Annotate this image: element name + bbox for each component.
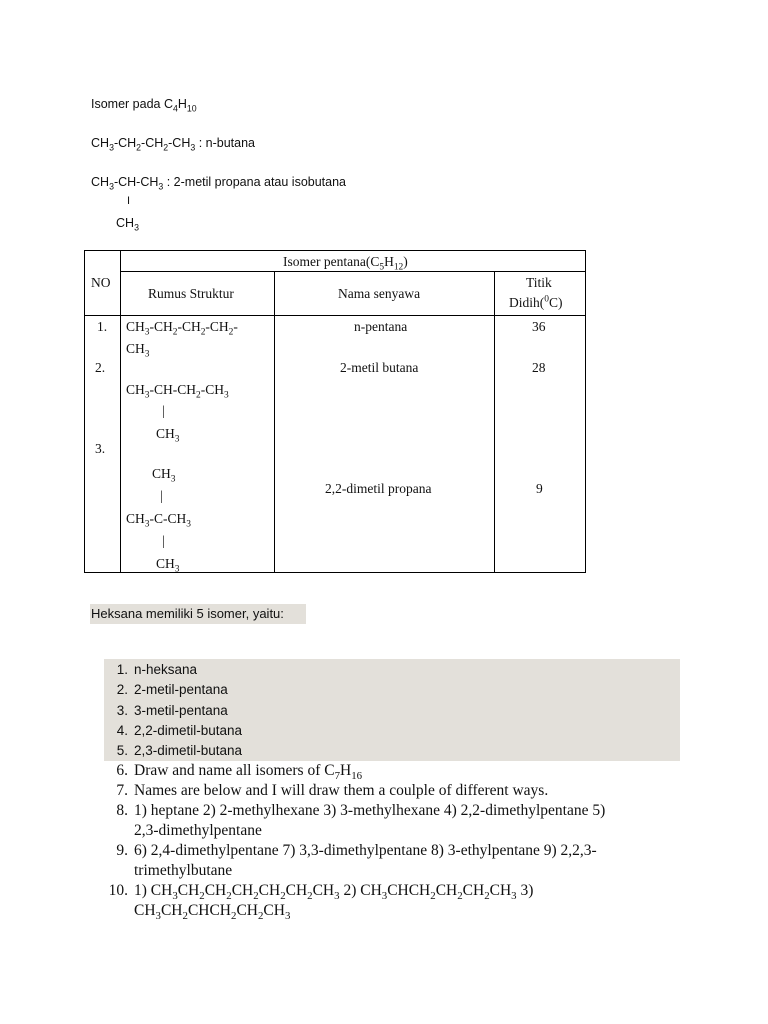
list-item: 4. 2,2-dimetil-butana xyxy=(116,723,243,738)
table-header-name: Nama senyawa xyxy=(338,286,421,301)
hexane-intro: Heksana memiliki 5 isomer, yaitu: xyxy=(91,606,284,621)
formula-neopentane-bond-top: | xyxy=(160,488,163,503)
table-row-bp-1: 36 xyxy=(532,319,546,334)
n-butana-formula: $CH_3-CH_2-CH_2-CH_3$ : n-butana xyxy=(91,136,255,153)
isobutana-bond: I xyxy=(127,195,131,207)
formula-2-metil-butana-bond: | xyxy=(162,403,165,418)
formula-neopentane-bond-bottom: | xyxy=(162,533,165,548)
table-row-bp-3: 9 xyxy=(536,481,543,496)
formula-2-metil-butana-main: $CH_3-CH-CH_2-CH_3$ xyxy=(126,382,229,401)
list-item-8-cont: 2,3-dimethylpentane xyxy=(134,822,262,839)
list-item-10-cont: $CH_3CH_2CHCH_2CH_2CH_3$ xyxy=(134,902,291,923)
table-header-bp-line1: Titik xyxy=(526,275,552,290)
isobutana-formula: $CH_3-CH-CH_3$ : 2-metil propana atau isobutana xyxy=(91,175,347,192)
list-item-10: 10. 1) $CH_3CH_2CH_2CH_2CH_2CH_2CH_3$ 2) $CH_3CHCH_2CH_2CH_2CH_3$ 3) xyxy=(108,882,534,903)
formula-2-metil-butana-branch: $CH_3$ xyxy=(156,426,180,445)
formula-neopentane-top: $CH_3$ xyxy=(152,466,176,485)
formula-n-pentana-line1: $CH_3-CH_2-CH_2-CH_2-$ xyxy=(126,319,238,338)
table-row-no-3: 3. xyxy=(95,441,106,456)
table-group-header: Isomer $pentana(C_5H_{12})$ xyxy=(283,254,408,273)
table-row-name-2: 2-metil butana xyxy=(340,360,419,375)
table-row-no-2: 2. xyxy=(95,360,106,375)
list-item-9-cont: trimethylbutane xyxy=(134,862,233,879)
list-item: 1. n-heksana xyxy=(116,662,198,677)
table-row-name-1: n-pentana xyxy=(354,319,408,334)
table-header-formula: Rumus Struktur xyxy=(148,286,234,301)
table-header-no: NO xyxy=(91,275,111,290)
table-header-bp-line2: Didih($^0$C) xyxy=(509,294,563,310)
butane-heading: Isomer pada $C_4H_{10}$ xyxy=(91,97,197,114)
list-item-8: 8. 1) heptane 2) 2-methylhexane 3) 3-methylhexane 4) 2,2-dimethylpentane 5) xyxy=(116,802,606,819)
formula-n-pentana-line2: $CH_3$ xyxy=(126,341,150,360)
list-item: 2. 2-metil-pentana xyxy=(116,682,228,697)
isobutana-branch: $CH_3$ xyxy=(116,216,139,233)
list-item: 5. 2,3-dimetil-butana xyxy=(116,743,243,758)
table-row-no-1: 1. xyxy=(97,319,108,334)
table-row-bp-2: 28 xyxy=(532,360,546,375)
list-item-6: 6. Draw and name all isomers of $C_7H_{16}$ xyxy=(116,762,363,783)
formula-neopentane-main: $CH_3-C-CH_3$ xyxy=(126,511,191,530)
list-item: 3. 3-metil-pentana xyxy=(116,703,228,718)
table-row-name-3: 2,2-dimetil propana xyxy=(325,481,432,496)
list-item-9: 9. 6) 2,4-dimethylpentane 7) 3,3-dimethylpentane 8) 3-ethylpentane 9) 2,2,3- xyxy=(116,842,597,859)
list-item-7: 7. Names are below and I will draw them a coulple of different ways. xyxy=(116,782,549,799)
formula-neopentane-bottom: $CH_3$ xyxy=(156,556,180,575)
